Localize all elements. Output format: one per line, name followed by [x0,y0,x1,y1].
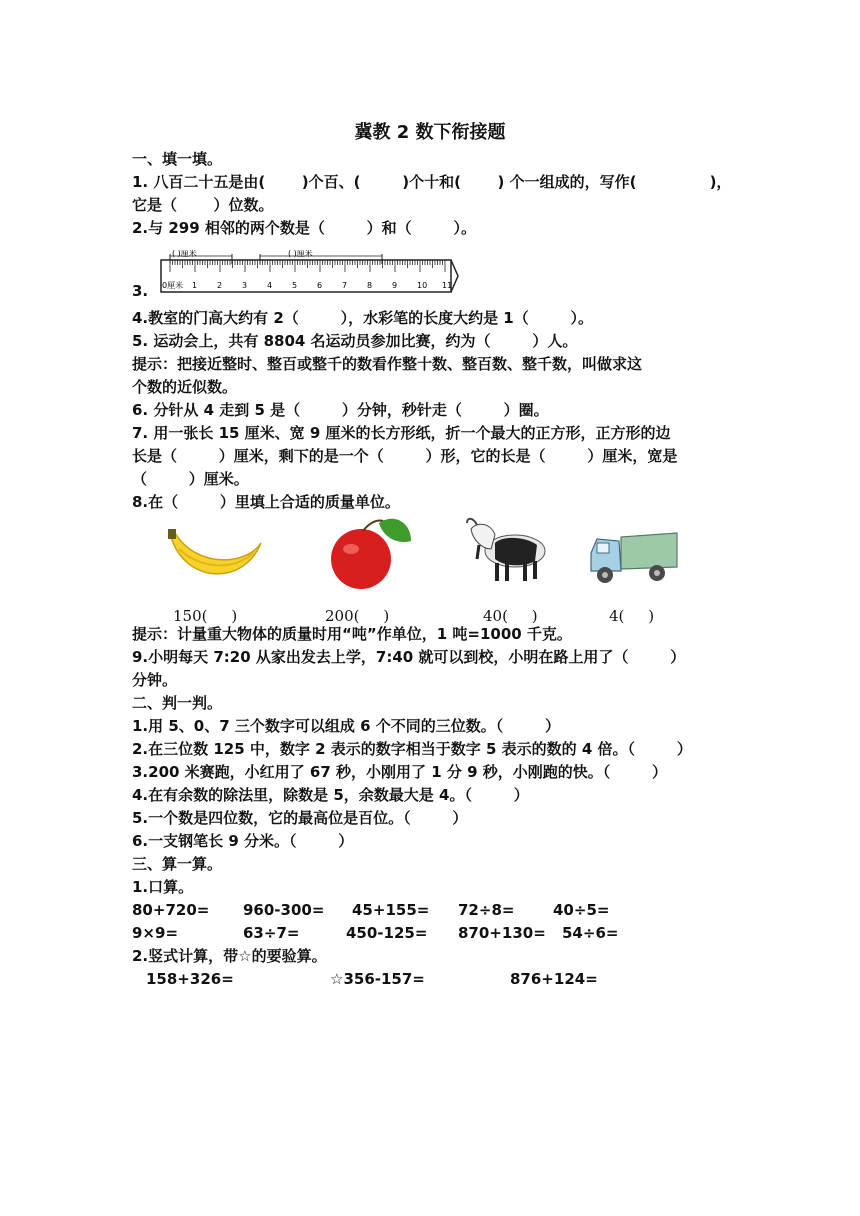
calc-item: 960-300= [243,901,325,919]
calc-item: 63÷7= [243,924,300,942]
calc-item: 40÷5= [553,901,610,919]
calc-item: 72÷8= [458,901,515,919]
ruler-figure [160,250,460,296]
calc-item: 876+124= [510,970,598,988]
question-1-line-2: 它是（ ）位数。 [132,196,274,214]
ruler-number: 8 [367,281,373,290]
calc-item: 9×9= [132,924,179,942]
section-heading-fill: 一、填一填。 [132,150,223,168]
calc-item: 158+326= [146,970,234,988]
picture-caption-truck: 4( ) [609,607,655,625]
ruler-number: 6 [317,281,323,290]
question-6: 6. 分针从 4 走到 5 是（ ）分钟，秒针走（ ）圈。 [132,401,549,419]
hint-approx-line-2: 个数的近似数。 [132,378,238,396]
calc-item: 870+130= [458,924,546,942]
ruler-number: 5 [292,281,298,290]
question-7-line-2: 长是（ ）厘米，剩下的是一个（ ）形，它的长是（ ）厘米，宽是 [132,447,678,465]
picture-caption-apple: 200( ) [325,607,390,625]
picture-caption-goat: 40( ) [483,607,538,625]
mass-pictures [165,515,725,625]
calc-item: 80+720= [132,901,210,919]
judge-item: 3.200 米赛跑，小红用了 67 秒，小刚用了 1 分 9 秒，小刚跑的快。（ ） [132,763,668,781]
judge-item: 6.一支钢笔长 9 分米。（ ） [132,832,354,850]
ruler-number: 9 [392,281,398,290]
ruler-label-left: ( )厘米 [172,250,197,258]
question-3-label: 3. [132,282,149,300]
picture-caption-banana: 150( ) [173,607,238,625]
calc-item: ☆356-157= [330,970,425,988]
question-2: 2.与 299 相邻的两个数是（ ）和（ ）。 [132,219,476,237]
question-8: 8.在（ ）里填上合适的质量单位。 [132,493,400,511]
apple-icon [327,515,417,593]
truck-icon [585,527,681,589]
judge-item: 2.在三位数 125 中，数字 2 表示的数字相当于数字 5 表示的数的 4 倍。（ ） [132,740,692,758]
vertical-calc-title: 2.竖式计算，带☆的要验算。 [132,947,327,965]
ruler-number: 11 [442,281,453,290]
ruler-number: 3 [242,281,248,290]
question-4: 4.教室的门高大约有 2（ ），水彩笔的长度大约是 1（ ）。 [132,309,594,327]
hint-ton: 提示：计量重大物体的质量时用“吨”作单位，1 吨=1000 千克。 [132,625,572,643]
oral-calc-title: 1.口算。 [132,878,194,896]
ruler-number: 2 [217,281,223,290]
calc-item: 45+155= [352,901,430,919]
question-7-line-1: 7. 用一张长 15 厘米、宽 9 厘米的长方形纸，折一个最大的正方形，正方形的边 [132,424,671,442]
judge-item: 5.一个数是四位数，它的最高位是百位。（ ） [132,809,468,827]
question-1-line-1: 1. 八百二十五是由( )个百、( )个十和( ) 个一组成的，写作( )， [132,173,732,191]
question-9-line-1: 9.小明每天 7:20 从家出发去上学，7:40 就可以到校，小明在路上用了（ ） [132,648,686,666]
page-title: 冀教 2 数下衔接题 [354,122,506,143]
goat-icon [465,515,551,587]
ruler-zero-label: 0厘米 [162,281,184,290]
question-5: 5. 运动会上，共有 8804 名运动员参加比赛，约为（ ）人。 [132,332,578,350]
question-9-line-2: 分钟。 [132,671,178,689]
ruler-number: 10 [417,281,428,290]
ruler-number: 7 [342,281,348,290]
judge-item: 4.在有余数的除法里，除数是 5，余数最大是 4。（ ） [132,786,529,804]
ruler-label-right: ( )厘米 [288,250,313,258]
calc-item: 450-125= [346,924,428,942]
ruler-number: 4 [267,281,273,290]
calc-item: 54÷6= [562,924,619,942]
judge-item: 1.用 5、0、7 三个数字可以组成 6 个不同的三位数。（ ） [132,717,561,735]
question-7-line-3: （ ）厘米。 [132,470,249,488]
hint-approx-line-1: 提示：把接近整时、整百或整千的数看作整十数、整百数、整千数，叫做求这 [132,355,643,373]
ruler-number: 1 [192,281,198,290]
section-heading-judge: 二、判一判。 [132,694,223,712]
banana-icon [165,525,265,595]
section-heading-calc: 三、算一算。 [132,855,223,873]
